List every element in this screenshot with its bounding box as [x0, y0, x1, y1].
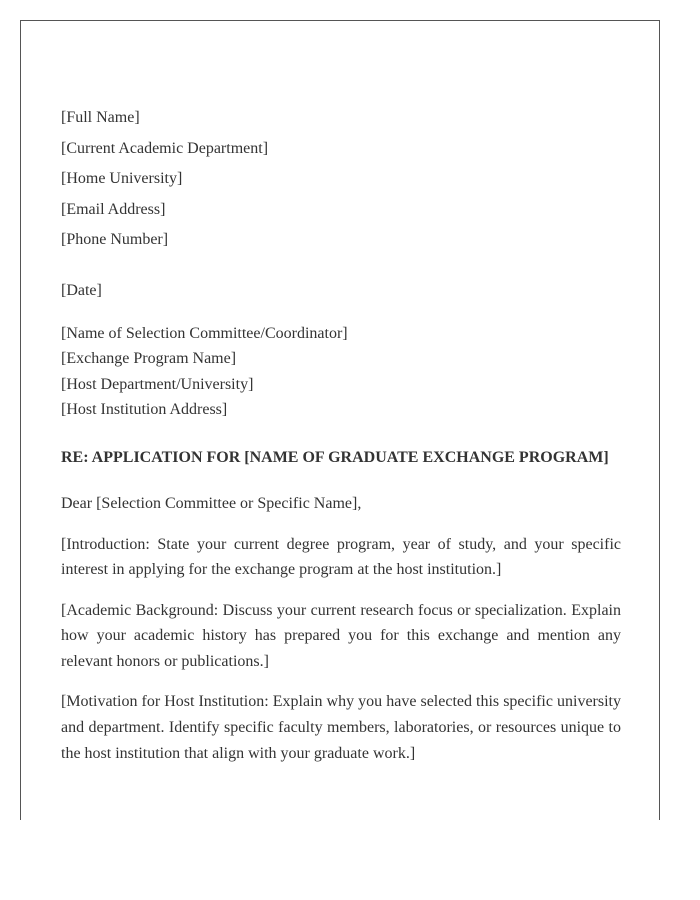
paragraph-introduction: [Introduction: State your current degree program, year of study, and your specific interest in applying for the exchange program at the host institution.] — [61, 535, 621, 579]
recipient-department: [Host Department/University] — [61, 375, 254, 393]
paragraph-motivation: [Motivation for Host Institution: Explain why you have selected this specific university and department. Identify specific faculty members, laboratories, or resources unique to the host institution that align with your graduate work.] — [61, 693, 621, 762]
recipient-program: [Exchange Program Name] — [61, 350, 237, 367]
letter-body — [61, 103, 621, 766]
letter-page — [20, 20, 660, 820]
recipient-address: [Host Institution Address] — [61, 401, 228, 418]
sender-block — [61, 103, 621, 256]
recipient-block — [61, 321, 621, 423]
subject-line: RE: APPLICATION FOR [NAME OF GRADUATE EXCHANGE PROGRAM] — [61, 448, 609, 466]
sender-full-name: [Full Name] — [61, 109, 140, 126]
sender-phone: [Phone Number] — [61, 231, 169, 248]
sender-university: [Home University] — [61, 170, 183, 187]
recipient-name: [Name of Selection Committee/Coordinator] — [61, 324, 348, 342]
salutation: Dear [Selection Committee or Specific Name], — [61, 494, 362, 512]
paragraph-academic-background: [Academic Background: Discuss your current research focus or specialization. Explain how your academic history has prepared you for this exchange and mention any relevant honors or publications.] — [61, 601, 621, 670]
sender-email: [Email Address] — [61, 200, 166, 218]
letter-date: [Date] — [61, 281, 102, 299]
sender-department: [Current Academic Department] — [61, 139, 269, 157]
